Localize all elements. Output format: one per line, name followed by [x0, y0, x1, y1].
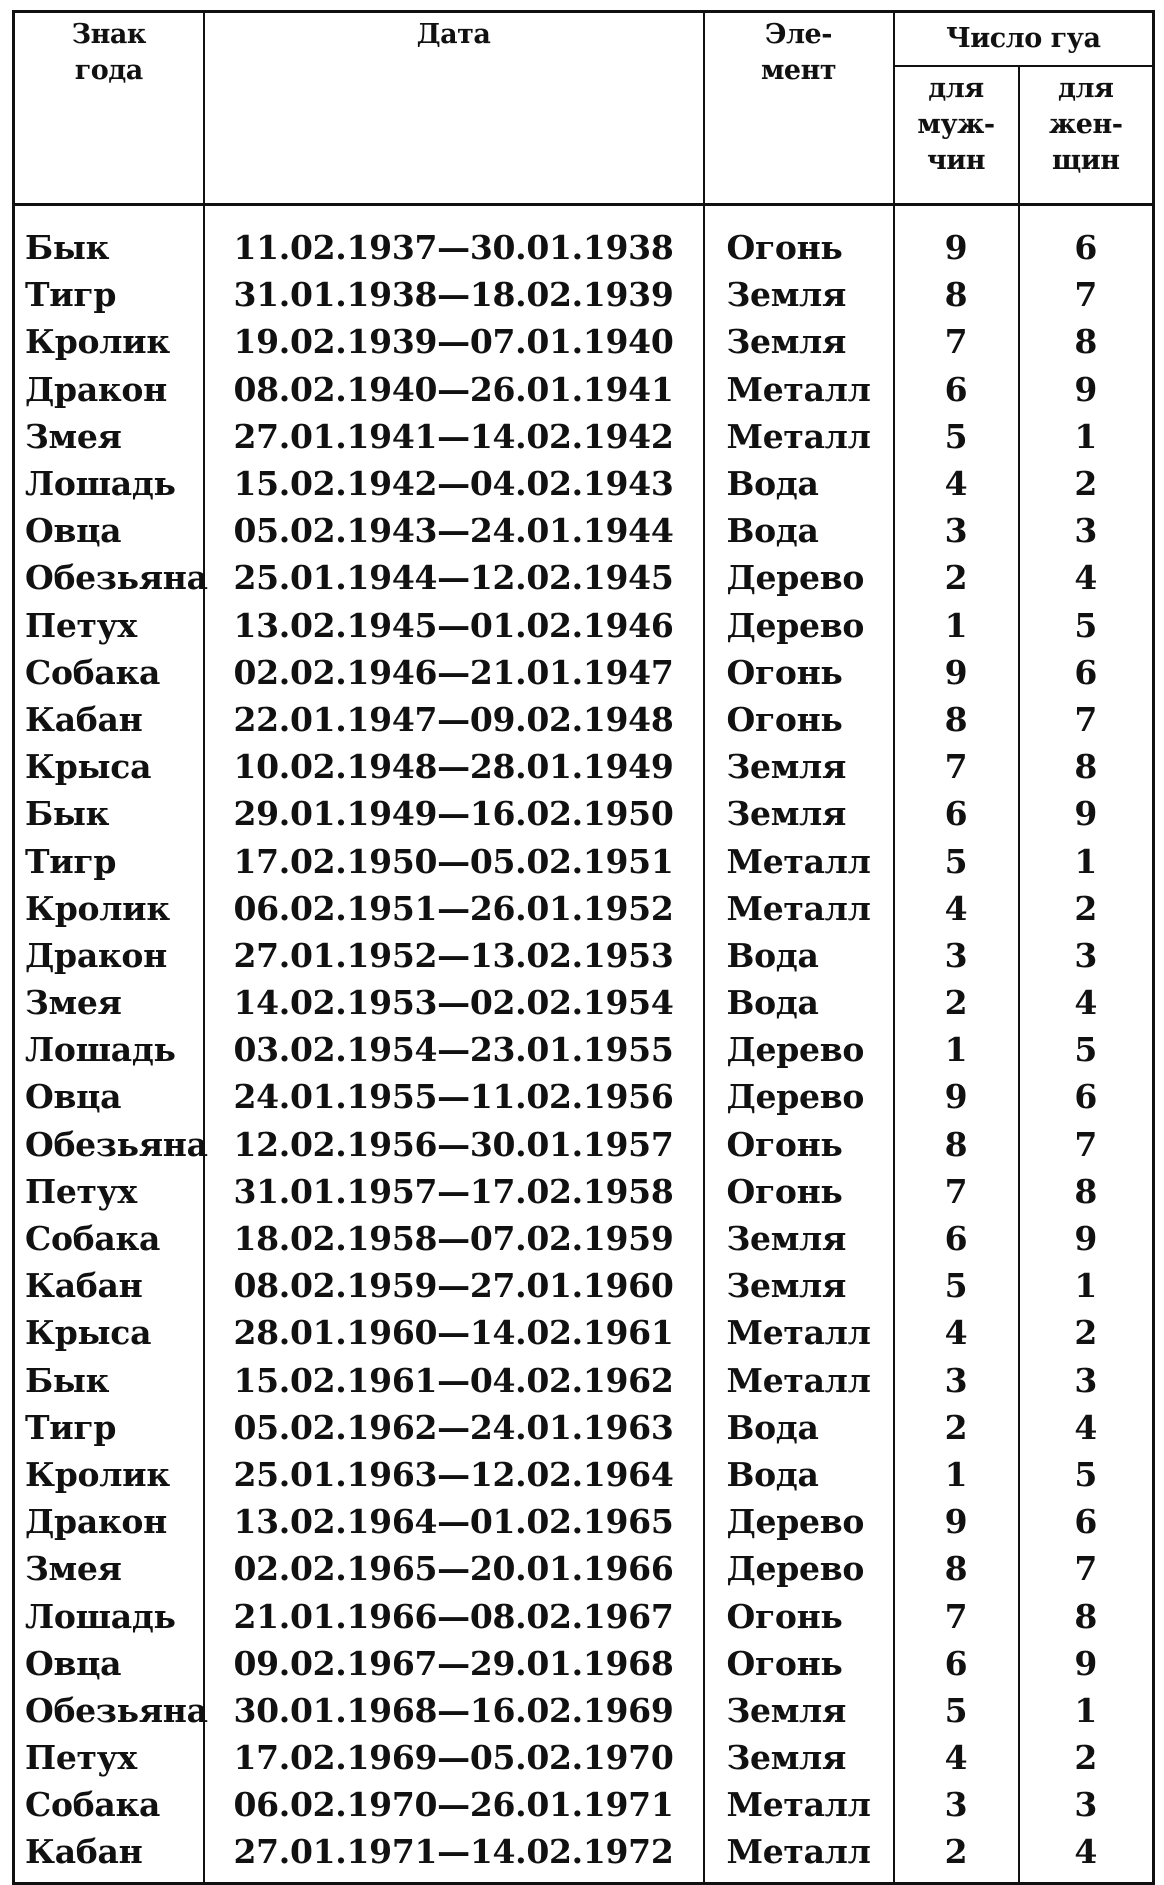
cell-date: 08.02.1940—26.01.1941 [204, 366, 704, 413]
cell-gua-men: 2 [894, 979, 1019, 1026]
cell-gua-men: 7 [894, 1592, 1019, 1639]
cell-sign: Лошадь [14, 1026, 204, 1073]
cell-sign: Бык [14, 205, 204, 272]
cell-gua-men: 3 [894, 932, 1019, 979]
table-row [14, 271, 1154, 318]
table-row [14, 1545, 1154, 1592]
cell-element: Огонь [704, 1592, 894, 1639]
cell-sign: Дракон [14, 366, 204, 413]
cell-sign: Кролик [14, 885, 204, 932]
cell-element: Металл [704, 885, 894, 932]
table-row [14, 554, 1154, 601]
table-row [14, 1026, 1154, 1073]
cell-gua-men: 3 [894, 1781, 1019, 1828]
cell-gua-women: 2 [1019, 1734, 1154, 1781]
cell-date: 28.01.1960—14.02.1961 [204, 1309, 704, 1356]
cell-element: Земля [704, 1734, 894, 1781]
cell-gua-women: 5 [1019, 602, 1154, 649]
cell-date: 06.02.1951—26.01.1952 [204, 885, 704, 932]
table-row [14, 1828, 1154, 1883]
cell-element: Огонь [704, 649, 894, 696]
cell-element: Вода [704, 932, 894, 979]
cell-element: Металл [704, 837, 894, 884]
cell-sign: Петух [14, 1734, 204, 1781]
cell-gua-women: 4 [1019, 979, 1154, 1026]
cell-element: Огонь [704, 1121, 894, 1168]
cell-sign: Дракон [14, 932, 204, 979]
cell-element: Земля [704, 318, 894, 365]
cell-gua-men: 4 [894, 885, 1019, 932]
cell-gua-men: 9 [894, 205, 1019, 272]
table-row [14, 1309, 1154, 1356]
cell-element: Дерево [704, 1073, 894, 1120]
cell-date: 27.01.1941—14.02.1942 [204, 413, 704, 460]
cell-sign: Бык [14, 1357, 204, 1404]
cell-sign: Овца [14, 1640, 204, 1687]
cell-sign: Тигр [14, 1404, 204, 1451]
cell-gua-women: 5 [1019, 1026, 1154, 1073]
cell-date: 14.02.1953—02.02.1954 [204, 979, 704, 1026]
table-row [14, 1357, 1154, 1404]
table-row [14, 837, 1154, 884]
cell-sign: Собака [14, 1781, 204, 1828]
cell-date: 09.02.1967—29.01.1968 [204, 1640, 704, 1687]
cell-sign: Бык [14, 790, 204, 837]
cell-sign: Змея [14, 413, 204, 460]
cell-gua-women: 9 [1019, 790, 1154, 837]
cell-gua-women: 7 [1019, 271, 1154, 318]
cell-gua-women: 8 [1019, 743, 1154, 790]
cell-sign: Обезьяна [14, 554, 204, 601]
cell-date: 05.02.1943—24.01.1944 [204, 507, 704, 554]
cell-gua-men: 7 [894, 1168, 1019, 1215]
cell-sign: Овца [14, 507, 204, 554]
cell-sign: Собака [14, 649, 204, 696]
cell-gua-women: 6 [1019, 205, 1154, 272]
cell-date: 25.01.1944—12.02.1945 [204, 554, 704, 601]
table-row [14, 1687, 1154, 1734]
cell-date: 24.01.1955—11.02.1956 [204, 1073, 704, 1120]
cell-element: Металл [704, 1357, 894, 1404]
cell-gua-women: 4 [1019, 1404, 1154, 1451]
cell-gua-men: 6 [894, 366, 1019, 413]
table-row [14, 743, 1154, 790]
cell-date: 12.02.1956—30.01.1957 [204, 1121, 704, 1168]
cell-element: Металл [704, 1781, 894, 1828]
cell-gua-women: 7 [1019, 1121, 1154, 1168]
cell-sign: Кабан [14, 1262, 204, 1309]
cell-sign: Тигр [14, 837, 204, 884]
cell-element: Вода [704, 1404, 894, 1451]
header-sign: Знак года [14, 12, 204, 205]
cell-sign: Змея [14, 979, 204, 1026]
cell-gua-men: 2 [894, 1828, 1019, 1883]
cell-gua-men: 8 [894, 1545, 1019, 1592]
cell-gua-men: 4 [894, 460, 1019, 507]
table-row [14, 602, 1154, 649]
cell-gua-women: 6 [1019, 1073, 1154, 1120]
cell-sign: Петух [14, 1168, 204, 1215]
cell-element: Дерево [704, 1545, 894, 1592]
cell-gua-women: 7 [1019, 696, 1154, 743]
cell-gua-women: 2 [1019, 460, 1154, 507]
header-date: Дата [204, 12, 704, 205]
header-element: Эле- мент [704, 12, 894, 205]
cell-gua-women: 3 [1019, 1781, 1154, 1828]
cell-element: Огонь [704, 1168, 894, 1215]
cell-date: 30.01.1968—16.02.1969 [204, 1687, 704, 1734]
cell-gua-women: 9 [1019, 366, 1154, 413]
cell-gua-men: 8 [894, 696, 1019, 743]
cell-date: 13.02.1945—01.02.1946 [204, 602, 704, 649]
cell-gua-women: 2 [1019, 1309, 1154, 1356]
cell-gua-men: 5 [894, 837, 1019, 884]
cell-sign: Крыса [14, 743, 204, 790]
cell-sign: Петух [14, 602, 204, 649]
cell-gua-women: 2 [1019, 885, 1154, 932]
cell-date: 13.02.1964—01.02.1965 [204, 1498, 704, 1545]
cell-date: 31.01.1938—18.02.1939 [204, 271, 704, 318]
table-row [14, 366, 1154, 413]
table-row [14, 1734, 1154, 1781]
cell-sign: Кабан [14, 1828, 204, 1883]
header-gua-number: Число гуа [894, 12, 1154, 67]
table-row [14, 979, 1154, 1026]
cell-element: Дерево [704, 554, 894, 601]
cell-element: Вода [704, 507, 894, 554]
cell-gua-women: 9 [1019, 1215, 1154, 1262]
table-header [14, 12, 1154, 205]
cell-sign: Дракон [14, 1498, 204, 1545]
cell-date: 03.02.1954—23.01.1955 [204, 1026, 704, 1073]
cell-gua-men: 6 [894, 790, 1019, 837]
cell-element: Дерево [704, 1026, 894, 1073]
cell-gua-men: 2 [894, 1404, 1019, 1451]
cell-element: Огонь [704, 205, 894, 272]
cell-element: Земля [704, 271, 894, 318]
cell-element: Огонь [704, 1640, 894, 1687]
cell-sign: Кролик [14, 1451, 204, 1498]
cell-sign: Лошадь [14, 460, 204, 507]
cell-gua-men: 9 [894, 1073, 1019, 1120]
cell-element: Металл [704, 366, 894, 413]
cell-gua-women: 1 [1019, 837, 1154, 884]
cell-date: 10.02.1948—28.01.1949 [204, 743, 704, 790]
table-row [14, 649, 1154, 696]
cell-element: Земля [704, 1687, 894, 1734]
cell-sign: Обезьяна [14, 1687, 204, 1734]
cell-date: 15.02.1942—04.02.1943 [204, 460, 704, 507]
cell-sign: Крыса [14, 1309, 204, 1356]
cell-date: 08.02.1959—27.01.1960 [204, 1262, 704, 1309]
table-row [14, 790, 1154, 837]
cell-gua-women: 9 [1019, 1640, 1154, 1687]
table-row [14, 885, 1154, 932]
cell-gua-men: 1 [894, 1451, 1019, 1498]
cell-date: 17.02.1950—05.02.1951 [204, 837, 704, 884]
cell-date: 31.01.1957—17.02.1958 [204, 1168, 704, 1215]
cell-gua-women: 3 [1019, 1357, 1154, 1404]
cell-gua-men: 7 [894, 318, 1019, 365]
cell-sign: Обезьяна [14, 1121, 204, 1168]
cell-date: 27.01.1971—14.02.1972 [204, 1828, 704, 1883]
cell-date: 06.02.1970—26.01.1971 [204, 1781, 704, 1828]
cell-element: Металл [704, 1828, 894, 1883]
table-row [14, 1404, 1154, 1451]
cell-date: 17.02.1969—05.02.1970 [204, 1734, 704, 1781]
table-row [14, 1073, 1154, 1120]
table-row [14, 1121, 1154, 1168]
cell-gua-women: 8 [1019, 318, 1154, 365]
cell-gua-men: 8 [894, 271, 1019, 318]
table-row [14, 205, 1154, 272]
table-row [14, 932, 1154, 979]
cell-gua-men: 6 [894, 1215, 1019, 1262]
cell-date: 27.01.1952—13.02.1953 [204, 932, 704, 979]
cell-gua-women: 8 [1019, 1168, 1154, 1215]
cell-element: Металл [704, 1309, 894, 1356]
cell-gua-men: 5 [894, 413, 1019, 460]
cell-element: Вода [704, 1451, 894, 1498]
table-row [14, 1592, 1154, 1639]
cell-date: 21.01.1966—08.02.1967 [204, 1592, 704, 1639]
cell-element: Металл [704, 413, 894, 460]
cell-gua-men: 9 [894, 1498, 1019, 1545]
cell-sign: Тигр [14, 271, 204, 318]
cell-element: Дерево [704, 1498, 894, 1545]
cell-date: 25.01.1963—12.02.1964 [204, 1451, 704, 1498]
table-row [14, 460, 1154, 507]
table-row [14, 1781, 1154, 1828]
cell-gua-men: 5 [894, 1262, 1019, 1309]
table-row [14, 413, 1154, 460]
table-row [14, 1451, 1154, 1498]
header-for-men: для муж- чин [894, 66, 1019, 205]
cell-date: 02.02.1946—21.01.1947 [204, 649, 704, 696]
table-row [14, 696, 1154, 743]
cell-element: Дерево [704, 602, 894, 649]
cell-gua-men: 4 [894, 1734, 1019, 1781]
cell-gua-women: 5 [1019, 1451, 1154, 1498]
cell-element: Земля [704, 1262, 894, 1309]
table-row [14, 318, 1154, 365]
table-row [14, 507, 1154, 554]
cell-gua-men: 6 [894, 1640, 1019, 1687]
cell-gua-men: 3 [894, 507, 1019, 554]
cell-gua-women: 4 [1019, 554, 1154, 601]
cell-gua-women: 1 [1019, 413, 1154, 460]
cell-gua-men: 1 [894, 1026, 1019, 1073]
cell-gua-men: 8 [894, 1121, 1019, 1168]
cell-gua-women: 8 [1019, 1592, 1154, 1639]
cell-gua-men: 3 [894, 1357, 1019, 1404]
table-row [14, 1262, 1154, 1309]
table-row [14, 1168, 1154, 1215]
table-row [14, 1215, 1154, 1262]
cell-gua-women: 6 [1019, 649, 1154, 696]
gua-number-table [12, 10, 1155, 1885]
cell-gua-men: 2 [894, 554, 1019, 601]
cell-sign: Кролик [14, 318, 204, 365]
cell-gua-women: 4 [1019, 1828, 1154, 1883]
cell-gua-men: 9 [894, 649, 1019, 696]
cell-element: Земля [704, 790, 894, 837]
cell-date: 11.02.1937—30.01.1938 [204, 205, 704, 272]
cell-gua-women: 1 [1019, 1262, 1154, 1309]
cell-date: 15.02.1961—04.02.1962 [204, 1357, 704, 1404]
cell-gua-women: 3 [1019, 932, 1154, 979]
cell-sign: Змея [14, 1545, 204, 1592]
cell-gua-women: 3 [1019, 507, 1154, 554]
cell-date: 22.01.1947—09.02.1948 [204, 696, 704, 743]
cell-date: 18.02.1958—07.02.1959 [204, 1215, 704, 1262]
cell-gua-men: 7 [894, 743, 1019, 790]
cell-date: 05.02.1962—24.01.1963 [204, 1404, 704, 1451]
cell-date: 29.01.1949—16.02.1950 [204, 790, 704, 837]
cell-gua-women: 1 [1019, 1687, 1154, 1734]
header-for-women: для жен- щин [1019, 66, 1154, 205]
cell-gua-men: 1 [894, 602, 1019, 649]
cell-sign: Овца [14, 1073, 204, 1120]
cell-element: Земля [704, 743, 894, 790]
cell-sign: Кабан [14, 696, 204, 743]
cell-element: Вода [704, 979, 894, 1026]
table-row [14, 1640, 1154, 1687]
cell-sign: Лошадь [14, 1592, 204, 1639]
cell-gua-women: 6 [1019, 1498, 1154, 1545]
cell-date: 02.02.1965—20.01.1966 [204, 1545, 704, 1592]
cell-gua-men: 5 [894, 1687, 1019, 1734]
table-body [14, 205, 1154, 1884]
cell-sign: Собака [14, 1215, 204, 1262]
cell-gua-men: 4 [894, 1309, 1019, 1356]
cell-gua-women: 7 [1019, 1545, 1154, 1592]
cell-date: 19.02.1939—07.01.1940 [204, 318, 704, 365]
cell-element: Огонь [704, 696, 894, 743]
cell-element: Вода [704, 460, 894, 507]
table-row [14, 1498, 1154, 1545]
cell-element: Земля [704, 1215, 894, 1262]
